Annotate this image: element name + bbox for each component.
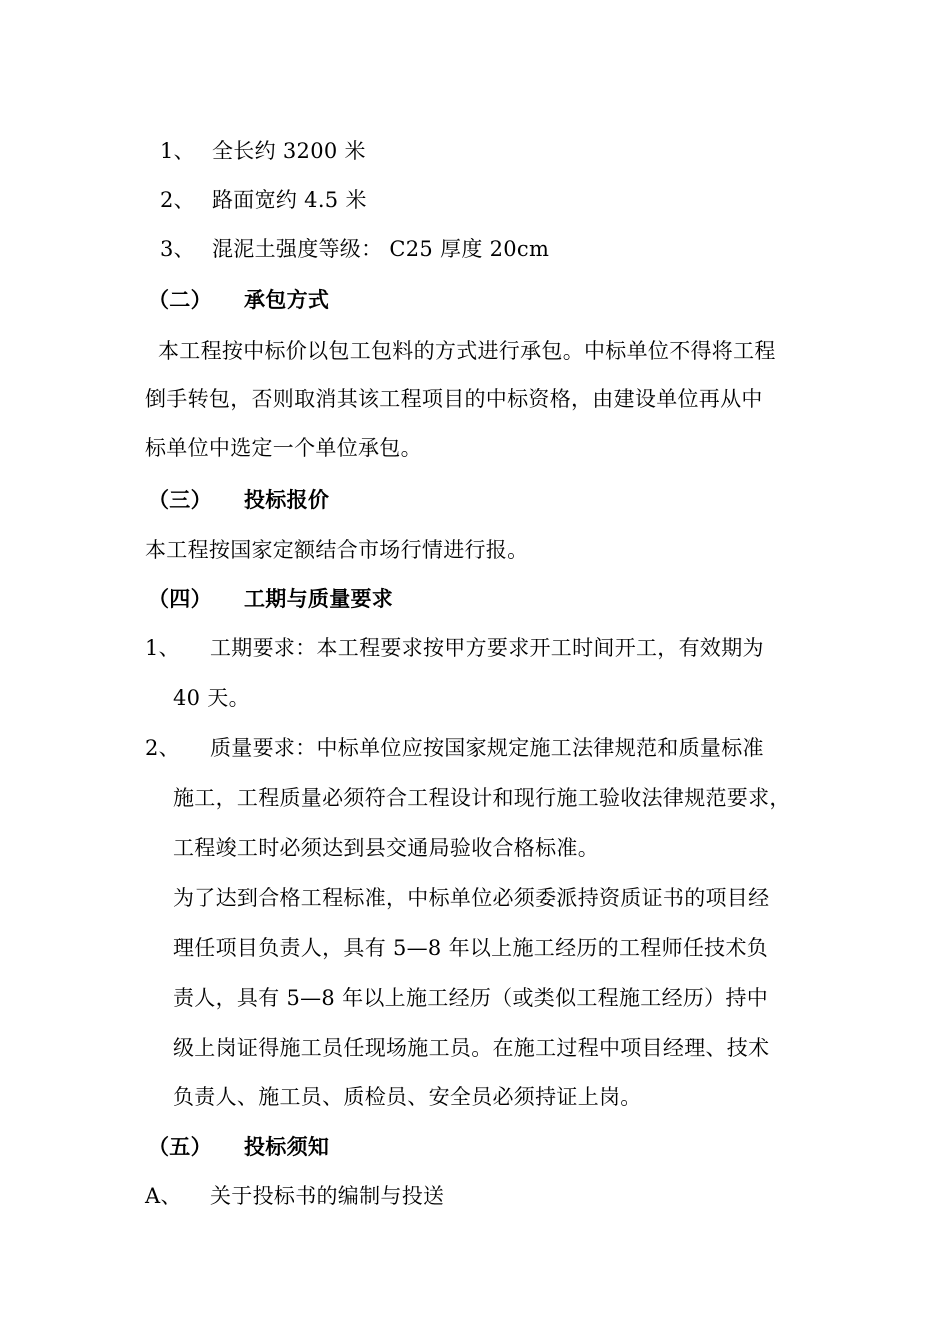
section-title: 投标须知	[244, 1134, 330, 1159]
paragraph-line: 本工程按国家定额结合市场行情进行报。	[145, 538, 529, 562]
paragraph-line: 施工，工程质量必须符合工程设计和现行施工验收法律规范要求，	[173, 786, 791, 810]
item-text: 质量要求：中标单位应按国家规定施工法律规范和质量标准	[210, 736, 764, 760]
spec-item-3	[160, 234, 549, 264]
spec-item-text: 混泥土强度等级： C25 厚度 20cm	[212, 237, 550, 261]
spec-item-number: 2、	[160, 188, 195, 212]
item-number: A、	[145, 1184, 182, 1208]
section-number: （五）	[148, 1134, 212, 1159]
item-number: 1、	[145, 636, 180, 660]
notice-item-a	[145, 1181, 444, 1211]
paragraph-line: 本工程按中标价以包工包料的方式进行承包。中标单位不得将工程	[158, 339, 776, 363]
paragraph-line: 负责人、施工员、质检员、安全员必须持证上岗。	[173, 1085, 642, 1109]
requirement-item-1	[145, 633, 764, 663]
spec-item-1	[160, 136, 366, 166]
spec-item-number: 3、	[160, 237, 195, 261]
paragraph-line: 责人，具有 5—8 年以上施工经历（或类似工程施工经历）持中	[173, 986, 769, 1010]
section-title: 工期与质量要求	[244, 586, 394, 611]
paragraph-line: 级上岗证得施工员任现场施工员。在施工过程中项目经理、技术	[173, 1036, 770, 1060]
spec-item-text: 路面宽约 4.5 米	[212, 188, 367, 212]
item-text: 关于投标书的编制与投送	[210, 1184, 445, 1208]
section-number: （四）	[148, 586, 212, 611]
spec-item-number: 1、	[160, 139, 195, 163]
paragraph-line: 40 天。	[173, 686, 250, 710]
section-heading-5	[148, 1132, 329, 1162]
spec-item-text: 全长约 3200 米	[212, 139, 366, 163]
paragraph-line: 为了达到合格工程标准，中标单位必须委派持资质证书的项目经	[173, 886, 770, 910]
paragraph-line: 标单位中选定一个单位承包。	[145, 436, 422, 460]
item-text: 工期要求：本工程要求按甲方要求开工时间开工，有效期为	[210, 636, 764, 660]
section-heading-2	[148, 285, 329, 315]
section-number: （三）	[148, 487, 212, 512]
section-number: （二）	[148, 287, 212, 312]
item-number: 2、	[145, 736, 180, 760]
paragraph-line: 理任项目负责人，具有 5—8 年以上施工经历的工程师任技术负	[173, 936, 769, 960]
section-heading-4	[148, 584, 393, 614]
section-heading-3	[148, 485, 329, 515]
section-title: 投标报价	[244, 487, 330, 512]
requirement-item-2	[145, 733, 764, 763]
section-title: 承包方式	[244, 287, 330, 312]
spec-item-2	[160, 185, 367, 215]
paragraph-line: 工程竣工时必须达到县交通局验收合格标准。	[173, 836, 599, 860]
paragraph-line: 倒手转包，否则取消其该工程项目的中标资格，由建设单位再从中	[145, 387, 763, 411]
